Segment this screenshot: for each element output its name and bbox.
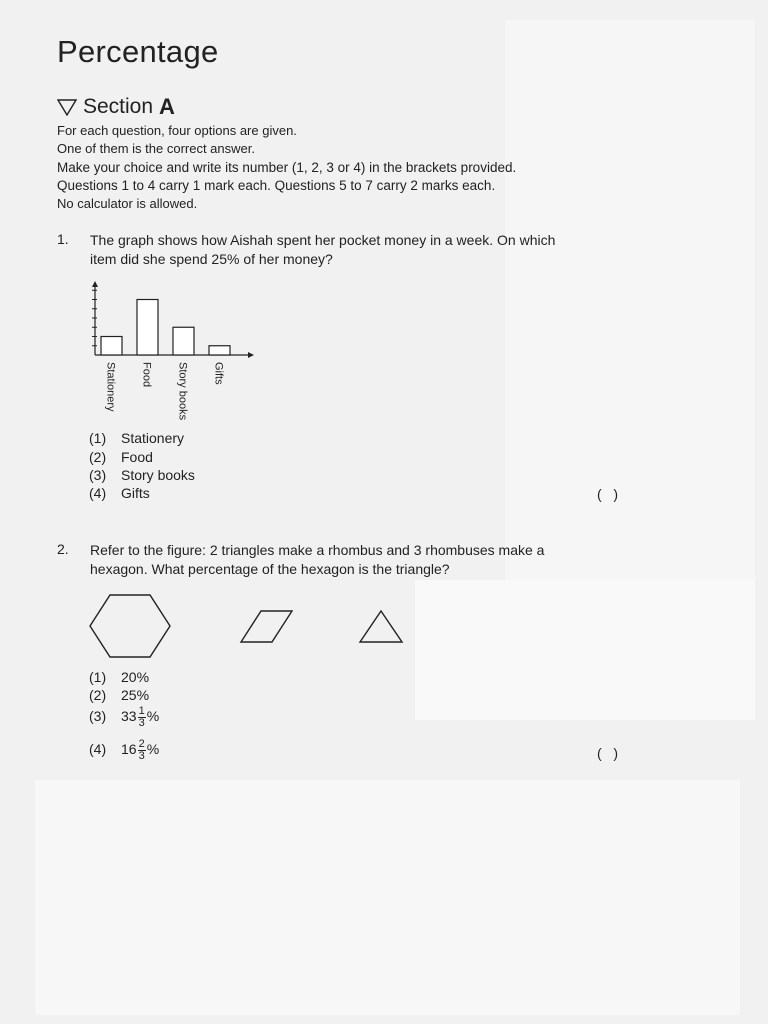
option-item [89,430,184,446]
question-number: 2. [57,541,69,557]
category-label: Gifts [212,362,225,385]
fraction-numerator: 1 [138,705,145,717]
option-label: Gifts [121,485,150,501]
instruction-line: Questions 1 to 4 carry 1 mark each. Questions 5 to 7 carry 2 marks each. [57,177,496,193]
option-number: (4) [89,485,107,501]
option-label: 20% [121,669,150,685]
option-item [89,706,159,729]
option-number: (2) [89,449,107,465]
option-item [89,687,149,703]
option-label: Food [121,449,153,465]
background-shade [415,580,755,720]
answer-brackets[interactable]: ( ) [597,745,618,761]
bar-gifts [209,346,230,355]
question-text [90,541,544,578]
section-letter: A [159,94,175,119]
option-label: Stationery [121,430,185,446]
answer-brackets[interactable]: ( ) [597,486,618,502]
instruction-line: No calculator is allowed. [57,196,198,212]
option-number: (3) [89,467,107,483]
option-number: (1) [89,669,107,685]
bar-food [137,300,158,356]
category-label: Stationery [104,362,117,412]
down-triangle-icon [57,98,77,116]
bar-stationery [101,337,122,356]
x-axis-arrow [248,352,254,358]
question-text-line: Refer to the figure: 2 triangles make a rhombus and 3 rhombuses make a [90,542,545,558]
option-number: (2) [89,687,107,703]
question-text [90,231,555,268]
option-number: (1) [89,430,107,446]
option-number: (4) [89,741,107,758]
option-item [89,739,159,762]
fraction [138,706,146,729]
option-suffix: % [146,741,160,758]
option-suffix: % [146,708,160,725]
category-label: Story books [176,362,189,421]
rhombus-shape [241,611,292,642]
question-text-line: item did she spend 25% of her money? [90,250,333,267]
section-heading [57,94,175,120]
background-shade [505,20,755,580]
option-item [89,467,195,483]
background-shade [35,780,740,1015]
y-axis-arrow [92,281,98,287]
instruction-line: For each question, four options are given. [57,123,297,138]
fraction-denominator: 3 [138,750,145,762]
fraction-denominator: 3 [138,717,145,729]
option-label: 25% [121,687,150,703]
option-item [89,669,149,685]
fraction [138,739,146,762]
option-number: (3) [89,708,107,725]
section-label: Section [83,95,154,118]
instruction-line: Make your choice and write its number (1, 2, 3 or 4) in the brackets provided. [57,159,517,175]
page-title: Percentage [57,34,219,69]
question-number: 1. [57,231,69,247]
option-item [89,449,153,465]
bar-chart [80,275,270,425]
option-item [89,485,150,501]
question-text-line: The graph shows how Aishah spent her pocket money in a week. On which [90,232,556,248]
fraction-numerator: 2 [138,738,145,750]
bar-story-books [173,327,194,355]
question-text-line: hexagon. What percentage of the hexagon is the triangle? [90,560,450,577]
option-whole: 33 [121,708,137,725]
shapes-figure [86,590,416,662]
triangle-shape [360,611,402,642]
hexagon-shape [90,595,170,657]
instruction-line: One of them is the correct answer. [57,141,255,157]
category-label: Food [140,362,153,388]
instructions [57,122,516,213]
option-label: Story books [121,467,195,483]
option-whole: 16 [121,741,137,758]
